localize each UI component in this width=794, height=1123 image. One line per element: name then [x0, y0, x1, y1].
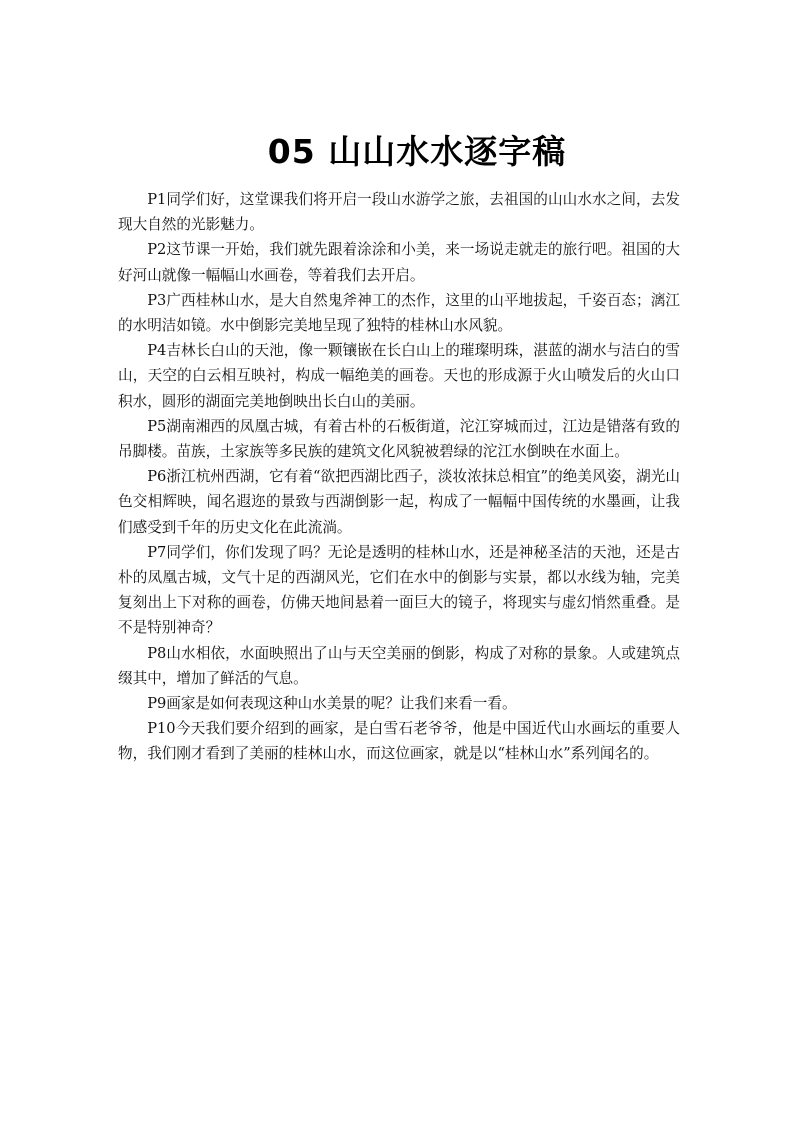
paragraph-p6: P6浙江杭州西湖，它有着“欲把西湖比西子，淡妆浓抹总相宜”的绝美风姿，湖光山色交相辉映，闻名遐迩的景致与西湖倒影一起，构成了一幅幅中国传统的水墨画，让我们感受到千年的历史文化在此流淌。 [118, 468, 680, 536]
paragraph-p3: P3广西桂林山水，是大自然鬼斧神工的杰作，这里的山平地拔起，千姿百态；漓江的水明洁如镜。水中倒影完美地呈现了独特的桂林山水风貌。 [118, 291, 680, 335]
paragraph-p2: P2这节课一开始，我们就先跟着涂涂和小美，来一场说走就走的旅行吧。祖国的大好河山就像一幅幅山水画卷，等着我们去开启。 [118, 241, 680, 284]
paragraph-p8: P8山水相依，水面映照出了山与天空美丽的倒影，构成了对称的景象。人或建筑点缀其中，增加了鲜活的气息。 [118, 644, 680, 687]
paragraph-p10: P10今天我们要介绍到的画家，是白雪石老爷爷，他是中国近代山水画坛的重要人物，我们刚才看到了美丽的桂林山水，而这位画家，就是以“桂林山水”系列闻名的。 [118, 720, 680, 763]
document-body [118, 187, 680, 767]
document-title: 05 山山水水逐字稿 [267, 132, 567, 171]
paragraph-p5: P5湖南湘西的凤凰古城，有着古朴的石板街道，沱江穿城而过，江边是错落有致的吊脚楼。苗族，土家族等多民族的建筑文化风貌被碧绿的沱江水倒映在水面上。 [118, 417, 680, 461]
paragraph-p4: P4吉林长白山的天池，像一颗镶嵌在长白山上的璀璨明珠，湛蓝的湖水与洁白的雪山，天空的白云相互映衬，构成一幅绝美的画卷。天也的形成源于火山喷发后的火山口积水，圆形的湖面完美地倒映出长白山的美丽。 [118, 342, 680, 410]
paragraph-p7: P7同学们，你们发现了吗？无论是透明的桂林山水，还是神秘圣洁的天池，还是古朴的凤凰古城，文气十足的西湖风光，它们在水中的倒影与实景，都以水线为轴，完美复刻出上下对称的画卷，仿佛天地间悬着一面巨大的镜子，将现实与虚幻悄然重叠。是不是特别神奇？ [118, 543, 680, 637]
paragraph-p1: P1同学们好，这堂课我们将开启一段山水游学之旅，去祖国的山山水水之间，去发现大自然的光影魅力。 [118, 191, 680, 234]
paragraph-p9: P9画家是如何表现这种山水美景的呢？让我们来看一看。 [147, 695, 517, 713]
